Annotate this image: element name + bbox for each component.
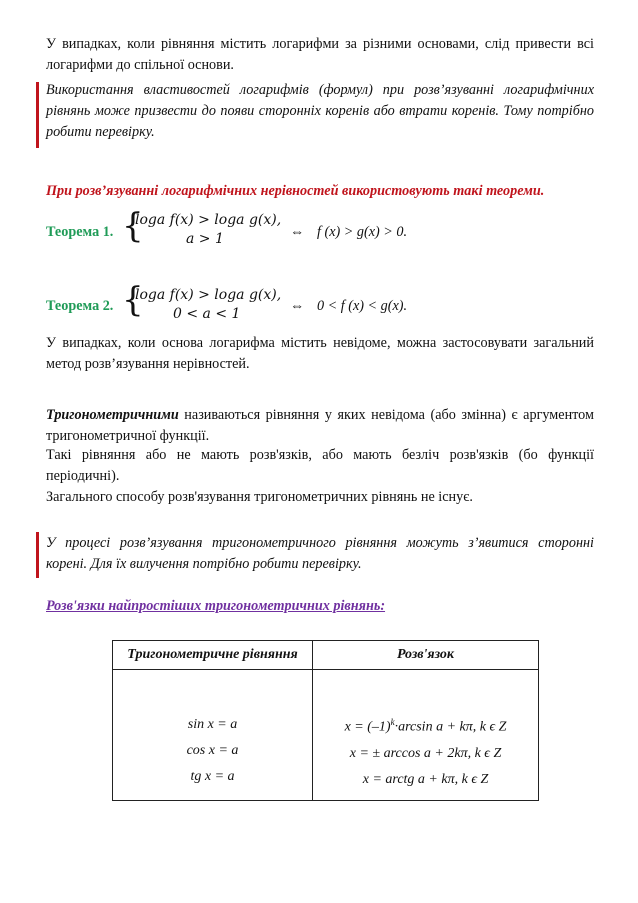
equation-sin: sin x = a bbox=[187, 716, 238, 732]
equation-tg: tg x = a bbox=[190, 768, 235, 784]
theorem-2-result: 0 < f (x) < g(x). bbox=[317, 298, 408, 314]
theorem-2-line-1: log𝑎 𝑓(𝑥) > log𝑎 𝑔(𝑥), bbox=[135, 287, 282, 303]
theorem-1-brace: { bbox=[122, 206, 144, 246]
theorem-1-label: Теорема 1. bbox=[46, 224, 114, 240]
table-heading: Розв'язки найпростіших тригонометричних рівнянь: bbox=[46, 598, 386, 614]
inequalities-heading: При розв’язуванні логарифмічних нерівностей використовують такі теореми. bbox=[46, 183, 545, 199]
note-marker-bar-2 bbox=[36, 532, 39, 578]
theorem-1-line-1: log𝑎 𝑓(𝑥) > log𝑎 𝑔(𝑥), bbox=[135, 212, 282, 228]
theorem-2-line-2: 0 < 𝑎 < 1 bbox=[173, 306, 241, 322]
equation-cos: cos x = a bbox=[186, 742, 239, 758]
equations-cell bbox=[113, 670, 313, 801]
theorem-2-label: Теорема 2. bbox=[46, 298, 114, 314]
paragraph-solutions-count: Такі рівняння або не мають розв'язків, або мають безліч розв'язків (бо функції періодичні). bbox=[46, 447, 594, 484]
theorem-1-result: f (x) > g(x) > 0. bbox=[317, 224, 408, 240]
table-header-equation: Тригонометричне рівняння bbox=[113, 641, 313, 670]
table-header-solution: Розв'язок bbox=[313, 641, 539, 670]
note-check-roots: Використання властивостей логарифмів (формул) при розв’язуванні логарифмічних рівнянь може призвести до появи сторонніх коренів або втрати коренів. Тому потрібно робити перевірку. bbox=[46, 82, 594, 140]
solution-tg: x = arctg a + kπ, k ϵ Z bbox=[362, 771, 489, 787]
paragraph-trig-definition bbox=[46, 405, 594, 447]
paragraph-common-base: У випадках, коли рівняння містить логарифми за різними основами, слід привести всі логарифми до спільної основи. bbox=[46, 36, 594, 73]
theorem-2-equivalence-icon: ⇔ bbox=[290, 298, 305, 314]
trig-definition-term: Тригонометричними bbox=[46, 407, 179, 423]
trig-solutions-table bbox=[112, 640, 539, 801]
paragraph-general-method: У випадках, коли основа логарифма містить невідоме, можна застосовувати загальний метод розв’язування нерівностей. bbox=[46, 335, 594, 372]
note-extraneous-roots: У процесі розв’язування тригонометричного рівняння можуть з’явитися сторонні корені. Для їх вилучення потрібно робити перевірку. bbox=[46, 535, 594, 572]
theorem-2-brace: { bbox=[122, 280, 144, 320]
table-header-row bbox=[113, 641, 539, 670]
theorem-1-line-2: 𝑎 > 1 bbox=[186, 231, 224, 247]
paragraph-no-general-method: Загального способу розв'язування тригонометричних рівнянь не існує. bbox=[46, 489, 473, 505]
table-row bbox=[113, 670, 539, 801]
note-marker-bar bbox=[36, 82, 39, 148]
solution-cos: x = ± arccos a + 2kπ, k ϵ Z bbox=[349, 745, 502, 761]
trig-definition-text: називаються рівняння у яких невідома (або змінна) є аргументом тригонометричної функції. bbox=[46, 407, 594, 444]
solution-sin: $x = (-1)^k\cdot\arcsin$ a + kπ, k ϵ Z bbox=[344, 717, 507, 735]
solutions-cell bbox=[313, 670, 539, 801]
theorem-1-equivalence-icon: ⇔ bbox=[290, 224, 305, 240]
